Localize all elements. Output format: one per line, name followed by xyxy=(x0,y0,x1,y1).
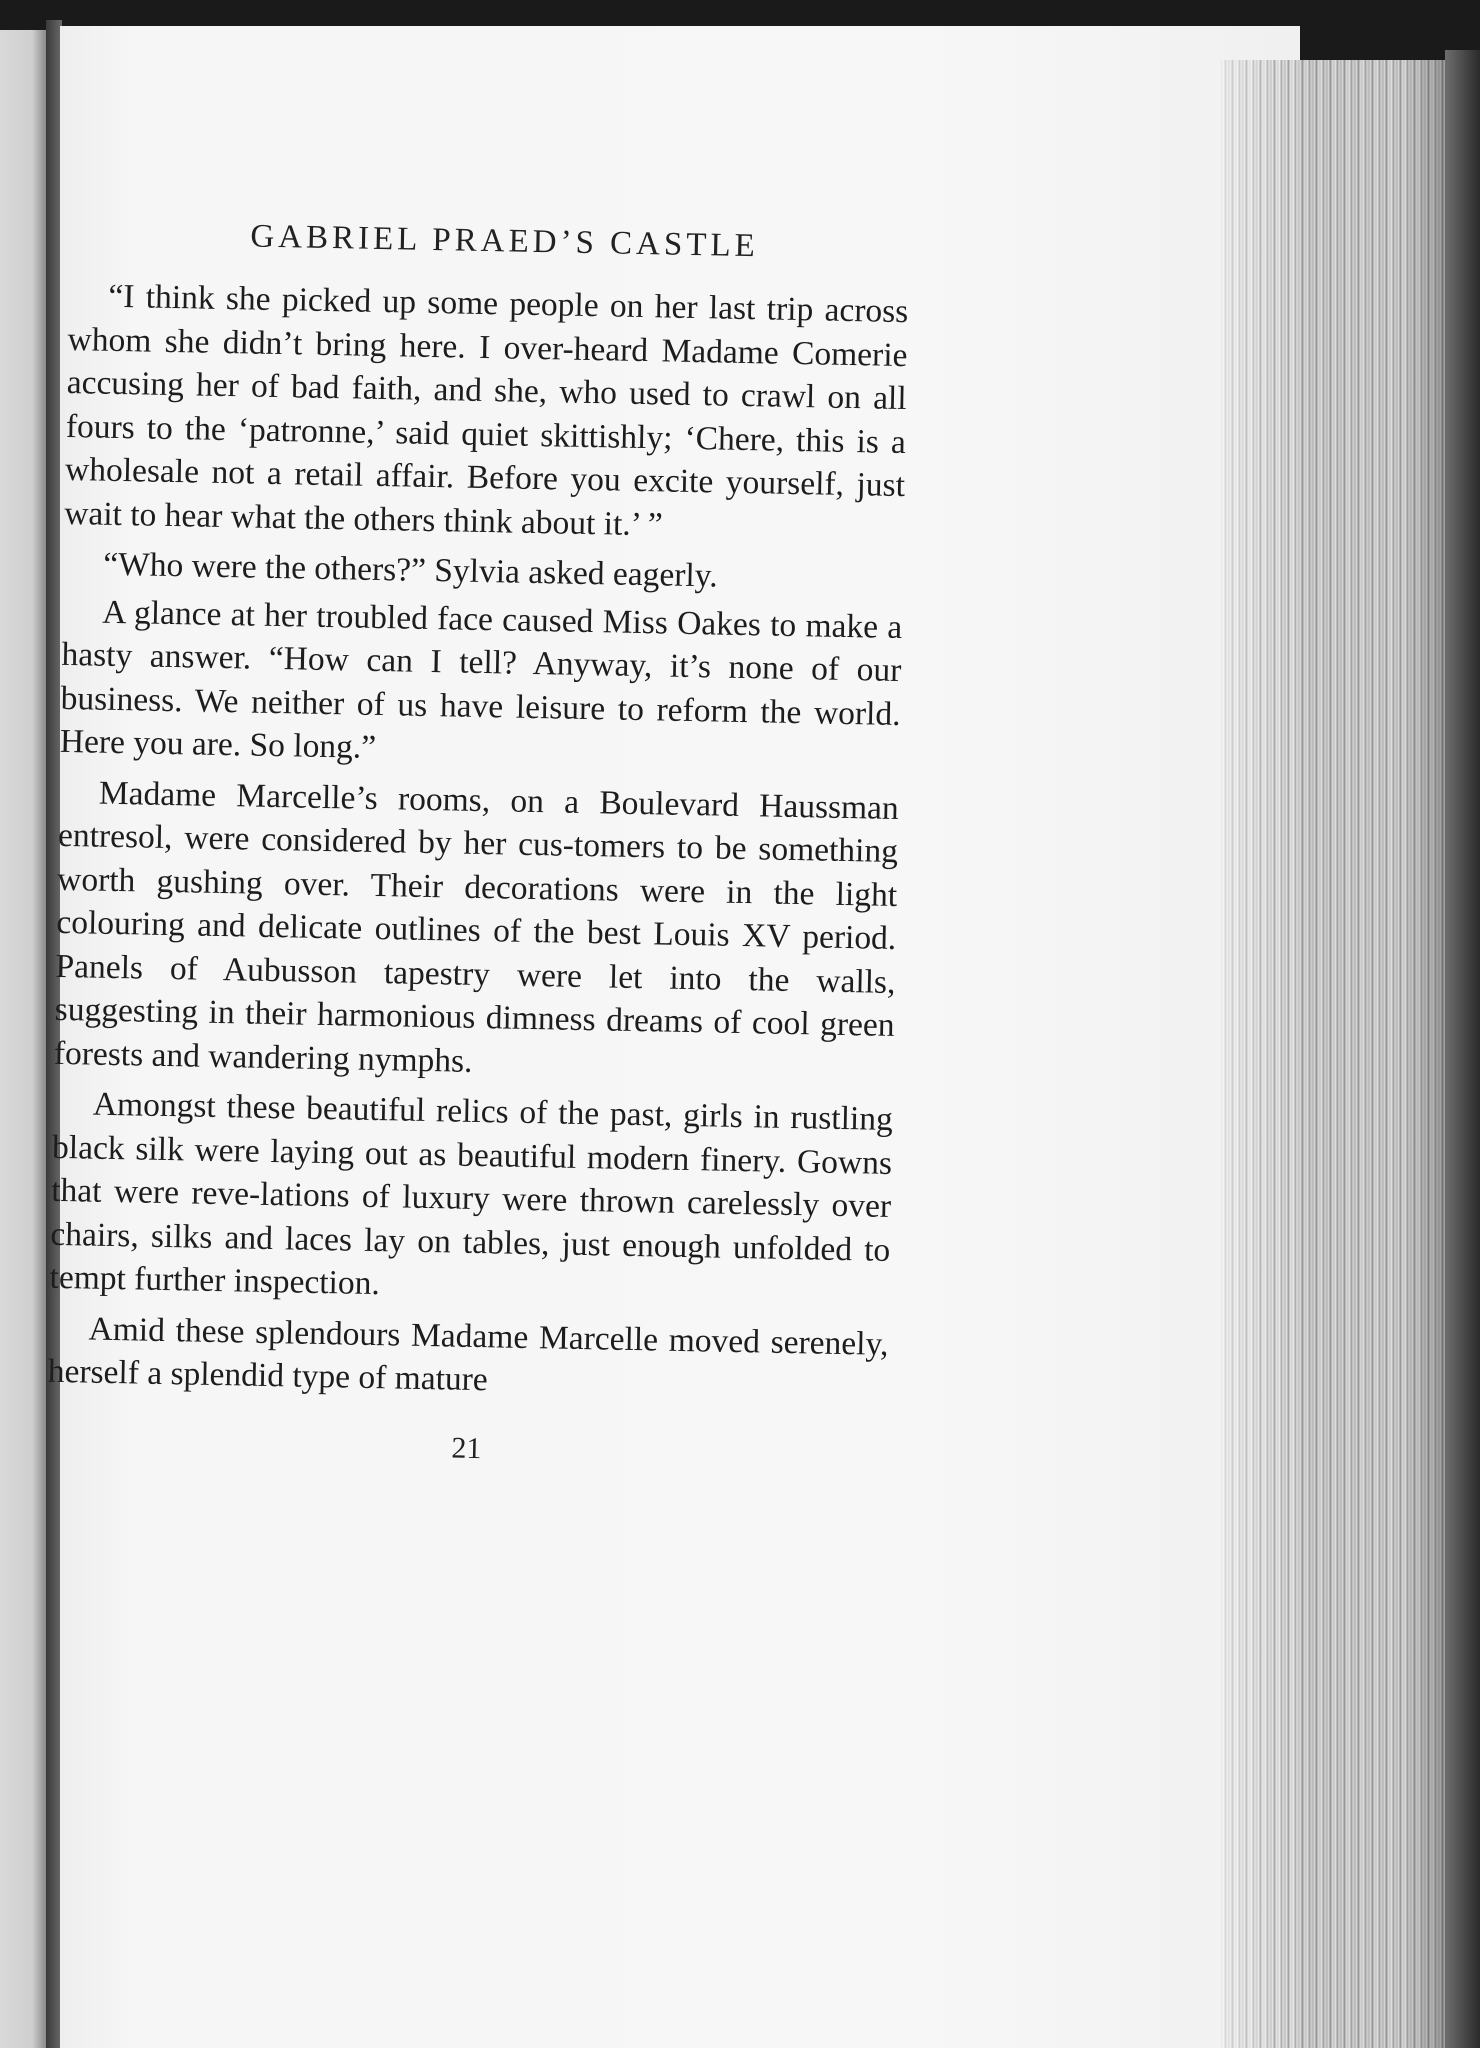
paragraph-5: Amongst these beautiful relics of the past, girls in rustling black silk were laying out as beautiful modern finery. Gowns that were reve-lations of luxury were thrown carelessly over chairs, silks and laces lay on tables, just enough unfolded to tempt further inspection. xyxy=(49,1085,894,1303)
paragraph-2: “Who were the others?” Sylvia asked eagerly. xyxy=(102,545,719,595)
paragraph-3: A glance at her troubled face caused Miss Oakes to make a hasty answer. “How can I tell? Anyway, it’s none of our business. We neither of us have leisure to reform the world. Here you are. So long.” xyxy=(59,593,903,766)
book-cover-edge xyxy=(1445,50,1480,2048)
paragraph-6: Amid these splendours Madame Marcelle moved serenely, herself a splendid type of mature xyxy=(47,1310,889,1399)
page-text-block xyxy=(46,215,910,1473)
previous-page-edge xyxy=(0,30,46,2048)
paragraph-4: Madame Marcelle’s rooms, on a Boulevard Haussman entresol, were considered by her cus-tomers to be something worth gushing over. Their decorations were in the light colouring and delicate outlines of the best Louis XV period. Panels of Aubusson tapestry were let into the walls, suggesting in their harmonious dimness dreams of cool green forests and wandering nymphs. xyxy=(53,774,900,1080)
running-head: GABRIEL PRAED’S CASTLE xyxy=(250,218,760,265)
page-edges-shading xyxy=(1220,60,1480,2048)
page-number: 21 xyxy=(451,1431,482,1465)
paragraph-1: “I think she picked up some people on her last trip across whom she didn’t bring here. I over-heard Madame Comerie accusing her of bad faith, and she, who used to crawl on all fours to the ‘patronne,’ said quiet skittishly; ‘Chere, this is a wholesale not a retail affair. Before you excite yourself, just wait to hear what the others think about it.’ ” xyxy=(63,277,909,543)
